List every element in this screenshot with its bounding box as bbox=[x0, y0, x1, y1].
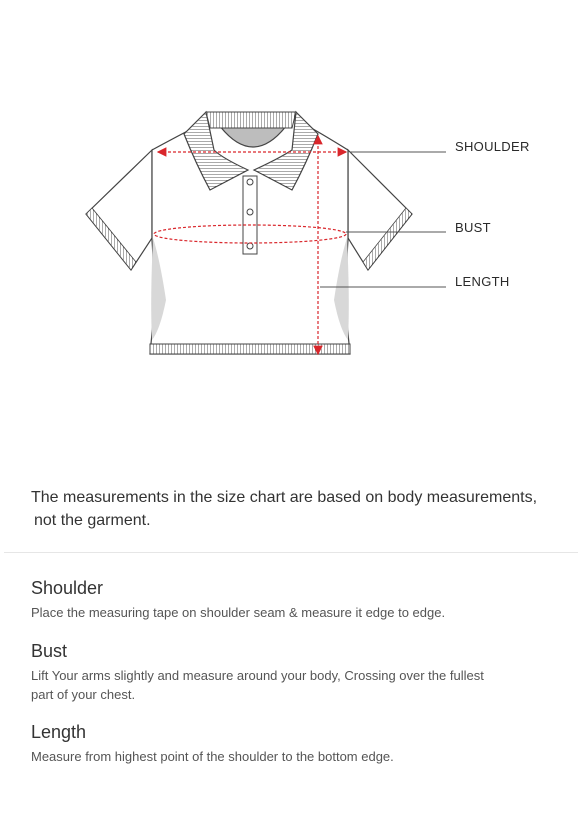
bust-guide-text-line1: Lift Your arms slightly and measure around your body, Crossing over the fullest bbox=[31, 668, 484, 683]
length-guide bbox=[31, 721, 531, 766]
length-callout: LENGTH bbox=[455, 274, 510, 289]
hem-band bbox=[150, 344, 350, 354]
bust-guide bbox=[31, 640, 531, 704]
button-3 bbox=[247, 243, 253, 249]
button-2 bbox=[247, 209, 253, 215]
shoulder-guide bbox=[31, 577, 531, 622]
bust-guide-text bbox=[31, 666, 531, 704]
shoulder-guide-text: Place the measuring tape on shoulder seam & measure it edge to edge. bbox=[31, 605, 446, 620]
divider bbox=[4, 552, 578, 553]
bust-guide-text-line2: part of your chest. bbox=[31, 687, 136, 702]
bust-callout: BUST bbox=[455, 220, 491, 235]
collar-back bbox=[206, 112, 296, 128]
bust-guide-title: Bust bbox=[31, 641, 68, 661]
measurement-note-line1: The measurements in the size chart are based on body measurements, bbox=[31, 489, 538, 506]
length-guide-title: Length bbox=[31, 722, 87, 742]
measurement-note-line2: not the garment. bbox=[34, 512, 151, 529]
button-1 bbox=[247, 179, 253, 185]
measurement-note bbox=[31, 486, 561, 532]
shoulder-guide-title: Shoulder bbox=[31, 578, 104, 598]
shoulder-callout: SHOULDER bbox=[455, 139, 530, 154]
length-guide-text: Measure from highest point of the shoulder to the bottom edge. bbox=[31, 749, 394, 764]
